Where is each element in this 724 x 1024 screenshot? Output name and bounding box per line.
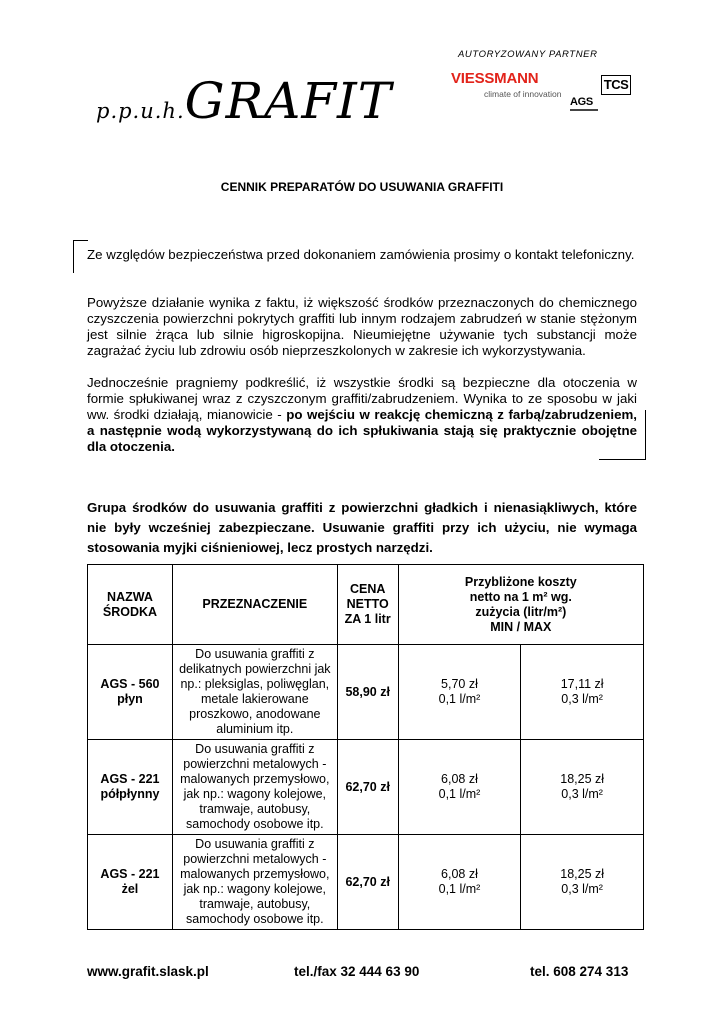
product-max-cost — [521, 835, 644, 930]
product-purpose: Do usuwania graffiti z powierzchni metalowych - malowanych przemysłowo, jak np.: wagony kolejowe, tramwaje, autobusy, samochody osobowe itp. — [172, 835, 337, 930]
header-purpose: PRZEZNACZENIE — [172, 565, 337, 645]
logo-name: GRAFIT — [184, 72, 393, 130]
product-min-cost — [398, 740, 521, 835]
min-usage-value: 0,1 l/m² — [438, 882, 481, 896]
product-name — [88, 645, 173, 740]
ags-logo-stripe — [570, 109, 598, 111]
price-table — [87, 564, 644, 930]
document-title: CENNIK PREPARATÓW DO USUWANIA GRAFFITI — [220, 180, 504, 194]
product-price: 62,70 zł — [337, 740, 398, 835]
paragraph-environment-bold: po wejściu w reakcję chemiczną z farbą/zabrudzeniem, a następnie wodą wykorzystywaną do ich spłukiwania stają się praktycznie obojętne dla otoczenia. — [87, 407, 638, 454]
header-cost-line2: netto na 1 m² wg. — [469, 589, 572, 604]
paragraph-environment-normal: Jednocześnie pragniemy podkreślić, iż wszystkie środki są bezpieczne dla otoczenia w formie spłukiwanej wraz z czyszczonym graffiti/zabrudzeniem. Wynika to ze sposobu w jaki ww. środki działają, mianowicie - — [87, 375, 637, 422]
table-row — [88, 835, 644, 930]
header-name-line2: ŚRODKA — [102, 604, 158, 619]
header-price — [337, 565, 398, 645]
header-cost-line4: MIN / MAX — [490, 619, 552, 634]
product-name-line1: AGS - 221 — [100, 772, 160, 786]
logo-prefix: p.p.u.h. — [96, 99, 185, 123]
footer-phone: tel. 608 274 313 — [530, 964, 629, 979]
header-price-line1: CENA — [349, 582, 386, 596]
ags-logo-name: AGS — [570, 96, 593, 108]
paragraph-product-group: Grupa środków do usuwania graffiti z powierzchni gładkich i nienasiąkliwych, które nie były wcześniej zabezpieczane. Usuwanie graffiti przy ich użyciu, nie wymaga stosowania myjki ciśnieniowej, lecz prostych narzędzi. — [87, 500, 637, 555]
table-row — [88, 740, 644, 835]
left-bracket-line — [73, 240, 88, 273]
header-name — [88, 565, 173, 645]
paragraph-environment — [87, 375, 637, 455]
product-min-cost — [398, 835, 521, 930]
paragraph-safety: Powyższe działanie wynika z faktu, iż większość środków przeznaczonych do chemicznego czyszczenia powierzchni pokrytych graffiti lub innym rodzajem zabrudzeń w stanie stężonym jest silnie żrąca lub silnie higroskopijna. Nieumiejętne używanie tych substancji może zagrażać życiu lub zdrowiu osób nieprzeszkolonych w zakresie ich wykorzystywania. — [87, 295, 637, 358]
viessmann-logo-tagline: climate of innovation — [484, 89, 562, 99]
max-cost-value: 18,25 zł — [560, 867, 605, 881]
product-price: 62,70 zł — [337, 835, 398, 930]
product-min-cost — [398, 645, 521, 740]
min-cost-value: 6,08 zł — [441, 867, 478, 881]
product-name-line2: żel — [121, 882, 139, 896]
header-price-line2: NETTO — [346, 597, 389, 611]
product-name-line2: płyn — [117, 692, 143, 706]
min-usage-value: 0,1 l/m² — [438, 787, 481, 801]
header-cost-line1: Przybliżone koszty — [464, 574, 577, 589]
min-usage-value: 0,1 l/m² — [438, 692, 481, 706]
table-header-row — [88, 565, 644, 645]
company-logo — [96, 72, 392, 130]
max-cost-value: 17,11 zł — [560, 677, 604, 691]
header-price-line3: ZA 1 litr — [344, 612, 391, 626]
viessmann-logo — [451, 70, 576, 100]
footer-telfax: tel./fax 32 444 63 90 — [294, 964, 420, 979]
viessmann-logo-name: VIESSMANN — [451, 70, 539, 87]
product-max-cost — [521, 740, 644, 835]
authorized-partner-label: AUTORYZOWANY PARTNER — [458, 49, 598, 60]
product-purpose: Do usuwania graffiti z delikatnych powierzchni jak np.: pleksiglas, poliwęglan, metale lakierowane proszkowo, anodowane aluminium itp. — [172, 645, 337, 740]
header-name-line1: NAZWA — [107, 589, 153, 604]
product-name — [88, 740, 173, 835]
min-cost-value: 6,08 zł — [441, 772, 478, 786]
paragraph-contact: Ze względów bezpieczeństwa przed dokonaniem zamówienia prosimy o kontakt telefoniczny. — [87, 247, 635, 262]
product-name-line2: półpłynny — [100, 787, 160, 801]
max-usage-value: 0,3 l/m² — [561, 692, 603, 706]
product-name — [88, 835, 173, 930]
product-purpose: Do usuwania graffiti z powierzchni metalowych - malowanych przemysłowo, jak np.: wagony kolejowe, tramwaje, autobusy, samochody osobowe itp. — [172, 740, 337, 835]
product-max-cost — [521, 645, 644, 740]
max-usage-value: 0,3 l/m² — [561, 882, 603, 896]
product-name-line1: AGS - 221 — [100, 867, 160, 881]
footer-website[interactable]: www.grafit.slask.pl — [87, 964, 209, 979]
product-name-line1: AGS - 560 — [100, 677, 160, 691]
max-usage-value: 0,3 l/m² — [561, 787, 603, 801]
ags-logo — [570, 96, 598, 111]
header-cost-line3: zużycia (litr/m²) — [475, 604, 567, 619]
header-cost — [398, 565, 643, 645]
table-row — [88, 645, 644, 740]
min-cost-value: 5,70 zł — [441, 677, 478, 691]
max-cost-value: 18,25 zł — [560, 772, 605, 786]
product-price: 58,90 zł — [337, 645, 398, 740]
tcs-logo: TCS — [601, 75, 631, 95]
